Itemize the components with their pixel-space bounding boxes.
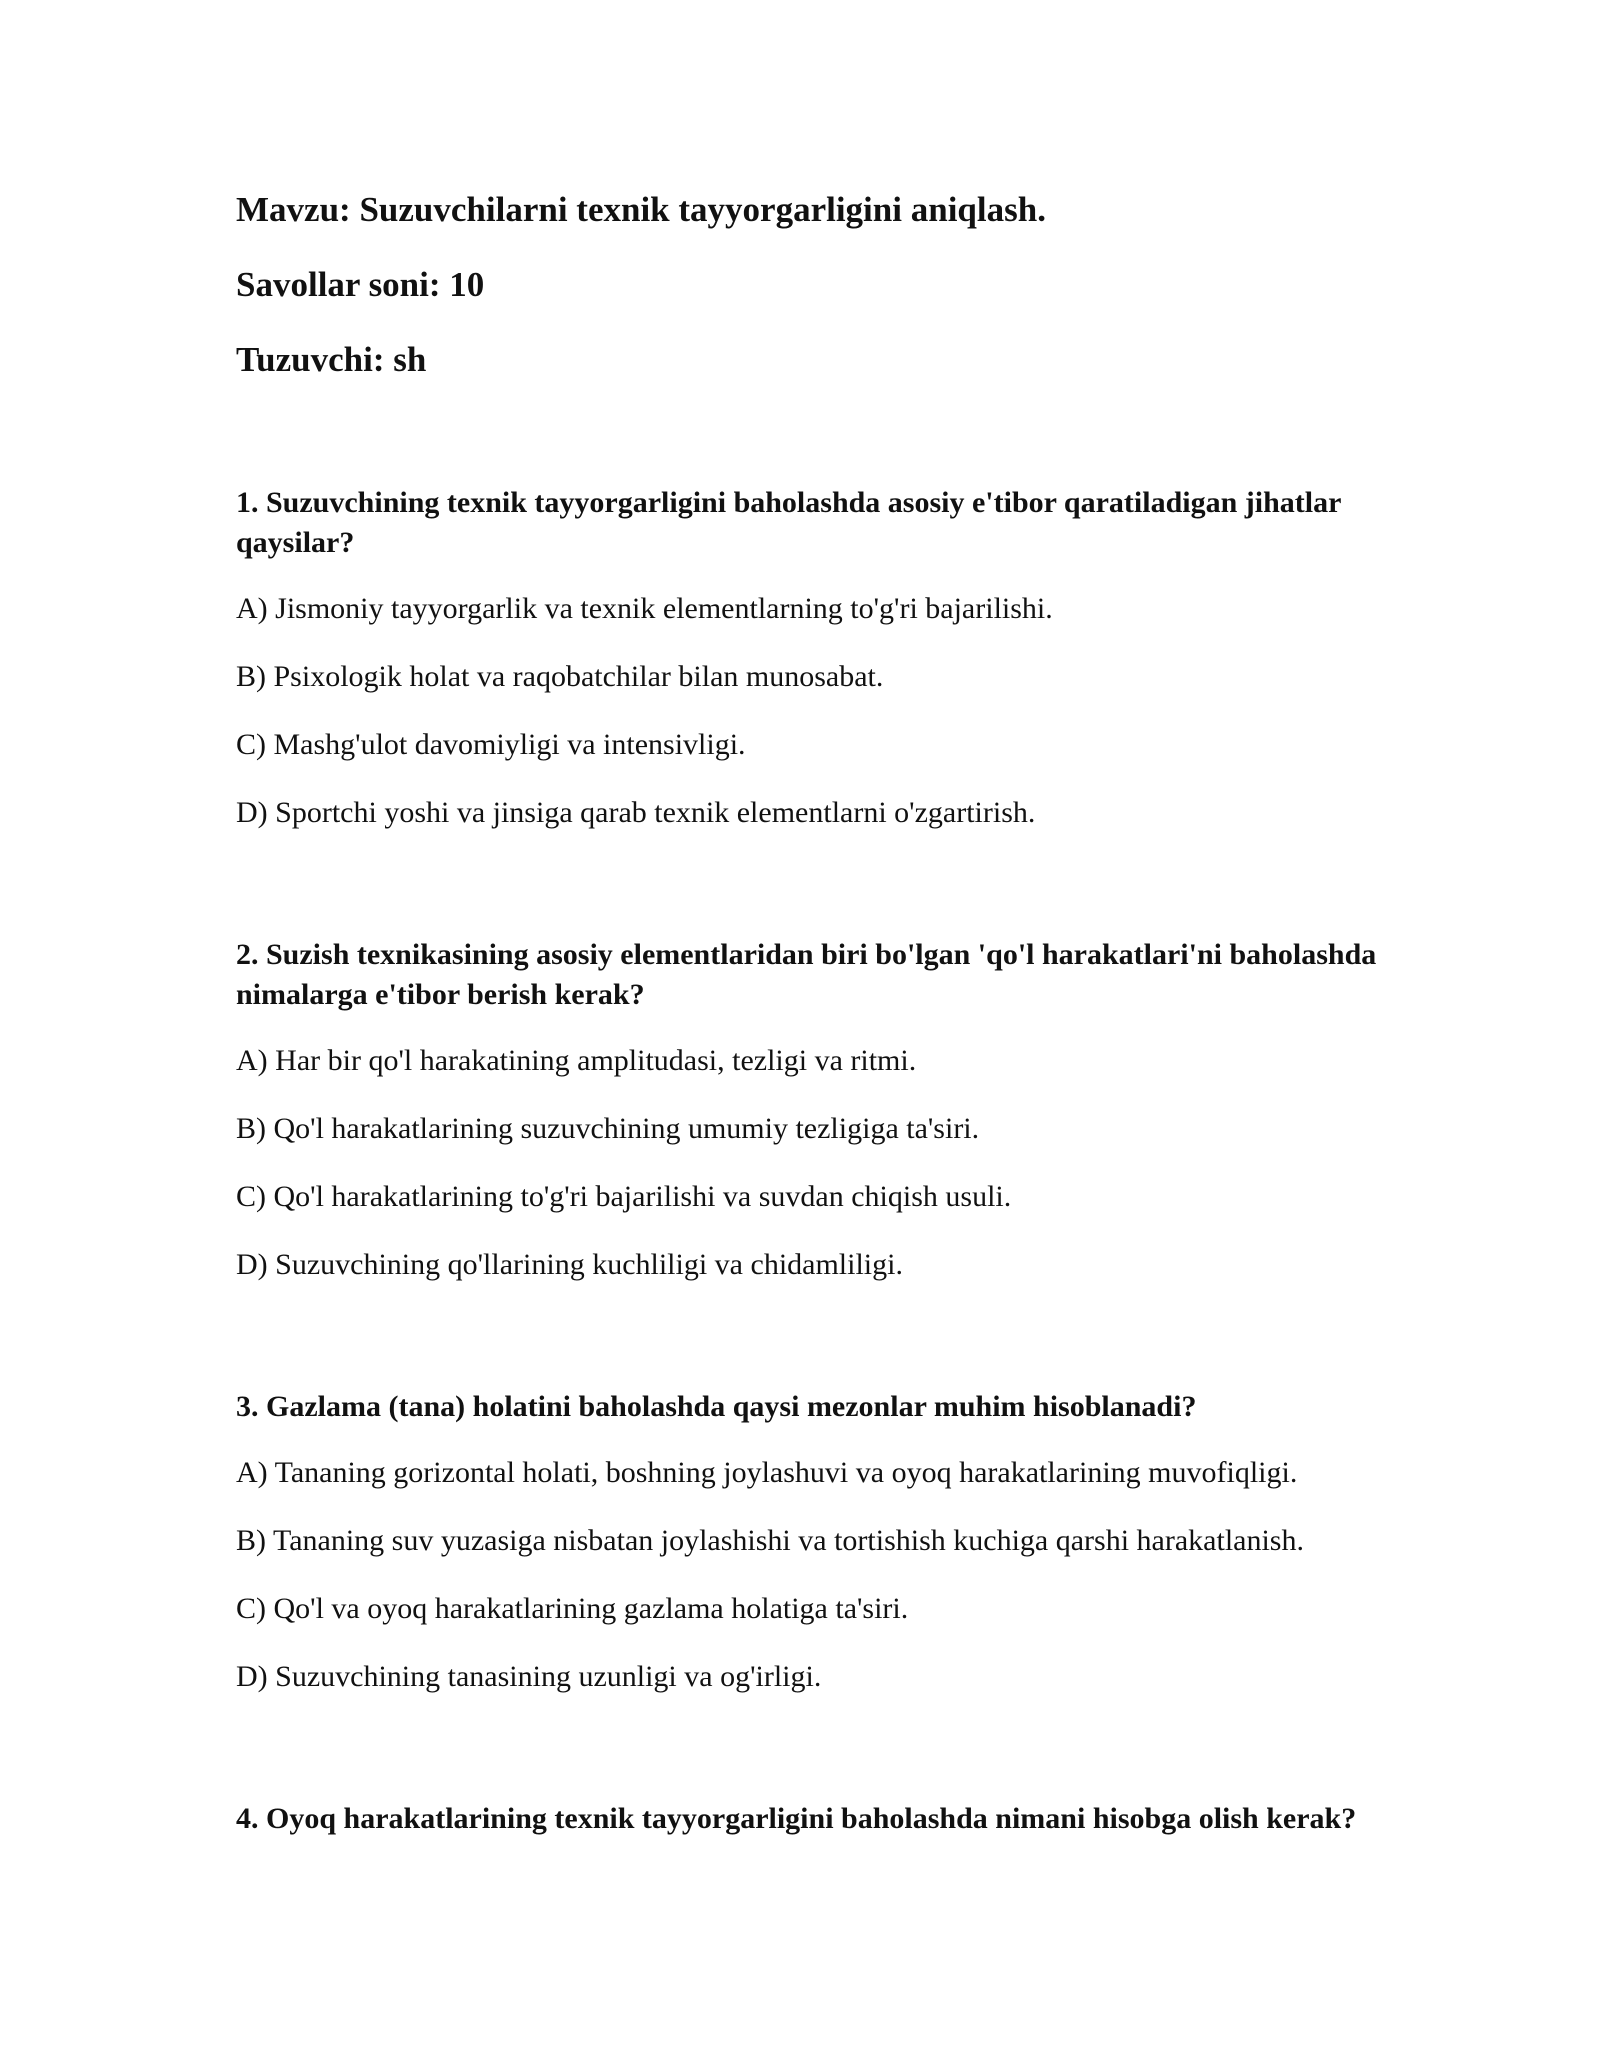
option-c: C) Qo'l va oyoq harakatlarining gazlama holatiga ta'siri. — [236, 1592, 909, 1625]
option-c: C) Mashg'ulot davomiyligi va intensivligi. — [236, 728, 746, 761]
option-d: D) Sportchi yoshi va jinsiga qarab texnik elementlarni o'zgartirish. — [236, 796, 1036, 829]
author-line: Tuzuvchi: sh — [236, 340, 427, 379]
option-c: C) Qo'l harakatlarining to'g'ri bajarilishi va suvdan chiqish usuli. — [236, 1180, 1012, 1213]
question-4 — [236, 1799, 1416, 1839]
option-a: A) Tananing gorizontal holati, boshning joylashuvi va oyoq harakatlarining muvofiqligi. — [236, 1456, 1298, 1489]
question-1 — [236, 483, 1416, 833]
option-a: A) Jismoniy tayyorgarlik va texnik elementlarning to'g'ri bajarilishi. — [236, 592, 1053, 625]
question-3 — [236, 1387, 1416, 1697]
question-count: Savollar soni: 10 — [236, 265, 485, 304]
option-d: D) Suzuvchining qo'llarining kuchliligi va chidamliligi. — [236, 1248, 903, 1281]
option-a: A) Har bir qo'l harakatining amplitudasi, tezligi va ritmi. — [236, 1044, 917, 1077]
question-2 — [236, 935, 1416, 1285]
option-b: B) Tananing suv yuzasiga nisbatan joylashishi va tortishish kuchiga qarshi harakatlanish. — [236, 1524, 1304, 1557]
option-b: B) Qo'l harakatlarining suzuvchining umumiy tezligiga ta'siri. — [236, 1112, 980, 1145]
option-d: D) Suzuvchining tanasining uzunligi va og'irligi. — [236, 1660, 822, 1693]
topic-title: Mavzu: Suzuvchilarni texnik tayyorgarligini aniqlash. — [236, 190, 1046, 229]
document-header — [236, 186, 1416, 384]
question-text: 2. Suzish texnikasining asosiy elementlaridan biri bo'lgan 'qo'l harakatlari'ni baholashda nimalarga e'tibor berish kerak? — [236, 938, 1377, 1011]
question-text: 4. Oyoq harakatlarining texnik tayyorgarligini baholashda nimani hisobga olish kerak? — [236, 1802, 1357, 1835]
option-b: B) Psixologik holat va raqobatchilar bilan munosabat. — [236, 660, 884, 693]
question-text: 3. Gazlama (tana) holatini baholashda qaysi mezonlar muhim hisoblanadi? — [236, 1390, 1197, 1423]
document-content — [236, 186, 1416, 1865]
question-text: 1. Suzuvchining texnik tayyorgarligini baholashda asosiy e'tibor qaratiladigan jihatlar qaysilar? — [236, 486, 1341, 559]
